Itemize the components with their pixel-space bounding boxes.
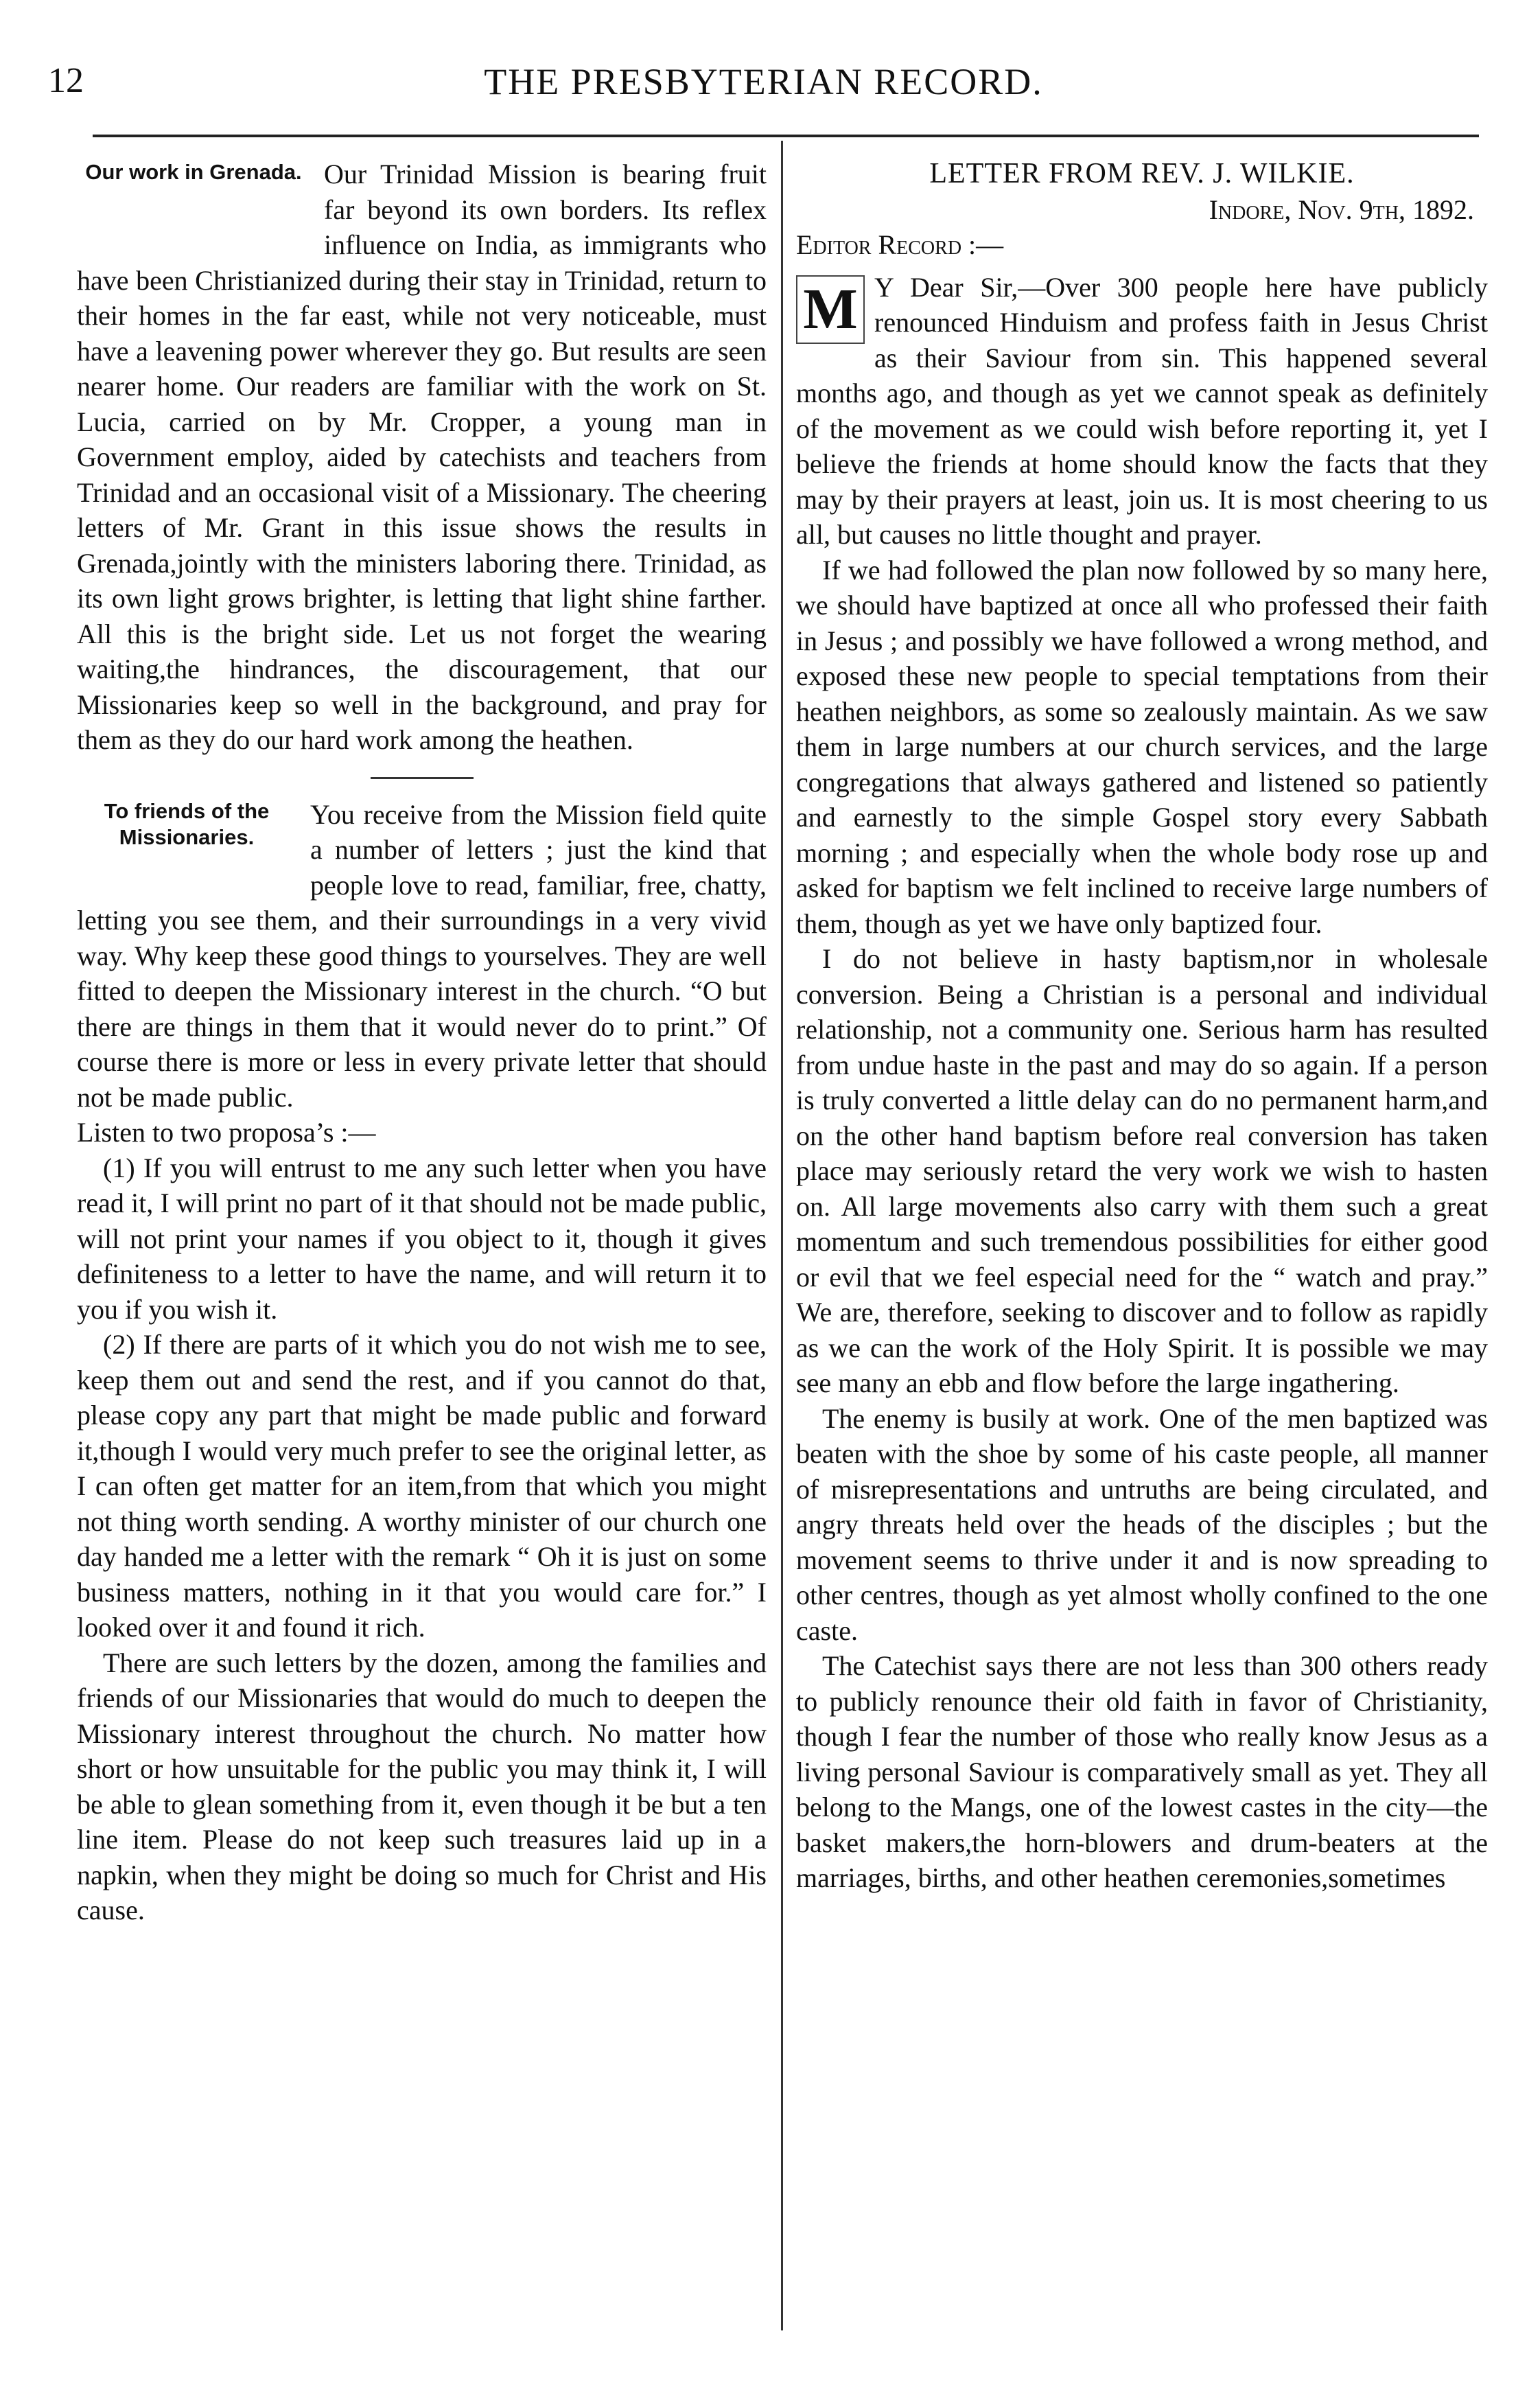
header-rule	[93, 135, 1479, 137]
side-head-friends: To friends of the Missionaries.	[104, 798, 270, 849]
dateline: Indore, Nov. 9th, 1892.	[1209, 194, 1474, 225]
letter-paragraph-4: The enemy is busily at work. One of the men baptized was beaten with the shoe by some of his caste people, all manner of misrepresentations and untruths are being circulated, and angry threats held over the heads of the disciples ; but the movement seems to thrive under it and is now spreading to other centres, though as yet almost wholly confined to the one caste.	[796, 1402, 1488, 1646]
listen-line: Listen to two proposa’s :—	[77, 1117, 376, 1148]
section-rule	[371, 777, 474, 779]
letter-paragraph-5: The Catechist says there are not less than 300 others ready to publicly renounce their old faith in favor of Christianity, though I fear the number of those who really know Jesus as a living personal Saviour is comparatively small as yet. They all belong to the Mangs, one of the lowest castes in the city—the basket makers,the horn-blowers and drum-beaters at the marriages, births, and other heathen ceremonies,sometimes	[796, 1650, 1488, 1893]
drop-cap	[796, 275, 865, 344]
masthead	[48, 27, 1479, 110]
grenada-article-text: Our Trinidad Mission is bearing fruit far beyond its own borders. Its reflex influence on India, as immigrants who have been Christianized during their stay in Trinidad, return to their homes in the far east, while not very noticeable, must have a leavening power wherever they go. But results are seen nearer home. Our readers are familiar with the work on St. Lucia, carried on by Mr. Cropper, a young man in Government employ, aided by catechists and teachers from Trinidad and an occasional visit of a Missionary. The cheering letters of Mr. Grant in this issue shows the results in Grenada,jointly with the ministers laboring there. Trinidad, as its own light grows brighter, is letting that light shine farther. All this is the bright side. Let us not forget the wearing waiting,the hindrances, the discouragement, that our Missionaries keep so well in the background, and pray for them as they do our hard work among the heathen.	[77, 159, 767, 755]
salutation: Editor Record :—	[796, 229, 1004, 260]
proposal-two: (2) If there are parts of it which you do not wish me to see, keep them out and send the rest, and if you cannot do that, please copy any part that might be made public and forward it,though I would very much prefer to see the original letter, as I can often get matter for an item,from that which you might not thing worth sending. A worthy minister of our church one day handed me a letter with the remark “ Oh it is just on some business matters, nothing in it that you would care for.” I looked over it and found it rich.	[77, 1329, 767, 1643]
letter-paragraph-2: If we had followed the plan now followed by so many here, we should have baptized at once all who professed their faith in Jesus ; and possibly we have followed a wrong method, and exposed these new people to special temptations from their heathen neighbors, as some so zealously maintain. As we saw them in large numbers at our church services, and the large congregations that always gathered and listened so patiently and earnestly to the simple Gospel story every Sabbath morning ; and especially when the whole body rose up and asked for baptism we felt inclined to receive large numbers of them, though as yet we have only baptized four.	[796, 554, 1488, 939]
letter-paragraph-3: I do not believe in hasty baptism,nor in wholesale conversion. Being a Christian is a personal and individual relationship, not a community one. Serious harm has resulted from undue haste in the past and may do so again. If a person is truly converted a little delay can do no permanent harm,and on the other hand baptism before real conversion has taken place may seriously retard the very work we wish to hasten on. All large movements also carry with them such a great momentum and such tremendous possibilities for either good or evil that we feel especial need for the “ watch and pray.” We are, therefore, seeking to discover and to follow as rapidly as we can the work of the Holy Spirit. It is possible we may see many an ebb and flow before the large ingathering.	[796, 943, 1488, 1398]
friends-intro-text: You receive from the Mission field quite a number of letters ; just the kind that people love to read, familiar, free, chatty, letting you see them, and their surroundings in a very vivid way. Why keep these good things to yourselves. They are well fitted to deepen the Missionary interest in the church. “O but there are things in them that it would never do to print.” Of course there is more or less in every private letter that should not be made public.	[77, 798, 767, 1113]
drop-cap-letter: M	[803, 277, 858, 341]
left-column	[77, 157, 767, 1928]
column-divider	[781, 141, 783, 2330]
page-number: 12	[48, 61, 84, 100]
closing-paragraph: There are such letters by the dozen, among the families and friends of our Missionaries that would do much to deepen the Missionary interest throughout the church. No matter how short or how unsuitable for the public you may think it, I will be able to glean something from it, even though it be but a ten line item. Please do not keep such treasures laid up in a napkin, when they might be doing so much for Christ and His cause.	[77, 1647, 767, 1925]
side-head-grenada: Our work in Grenada.	[85, 160, 302, 184]
journal-title: THE PRESBYTERIAN RECORD.	[484, 61, 1043, 102]
letter-title: LETTER FROM REV. J. WILKIE.	[929, 158, 1355, 189]
right-column	[796, 157, 1488, 1896]
proposal-one: (1) If you will entrust to me any such letter when you have read it, I will print no part of it that should not be made public, will not print your names if you object to it, though it gives definiteness to a letter to have the name, and will return it to you if you wish it.	[77, 1152, 767, 1325]
letter-paragraph-1: Y Dear Sir,—Over 300 people here have publicly renounced Hinduism and profess faith in Jesus Christ as their Saviour from sin. This happened several months ago, and though as yet we cannot speak as definitely of the movement as we could wish before reporting it, yet I believe the friends at home should know the facts that they may by their prayers at least, join us. It is most cheering to us all, but causes no little thought and prayer.	[796, 271, 1488, 550]
